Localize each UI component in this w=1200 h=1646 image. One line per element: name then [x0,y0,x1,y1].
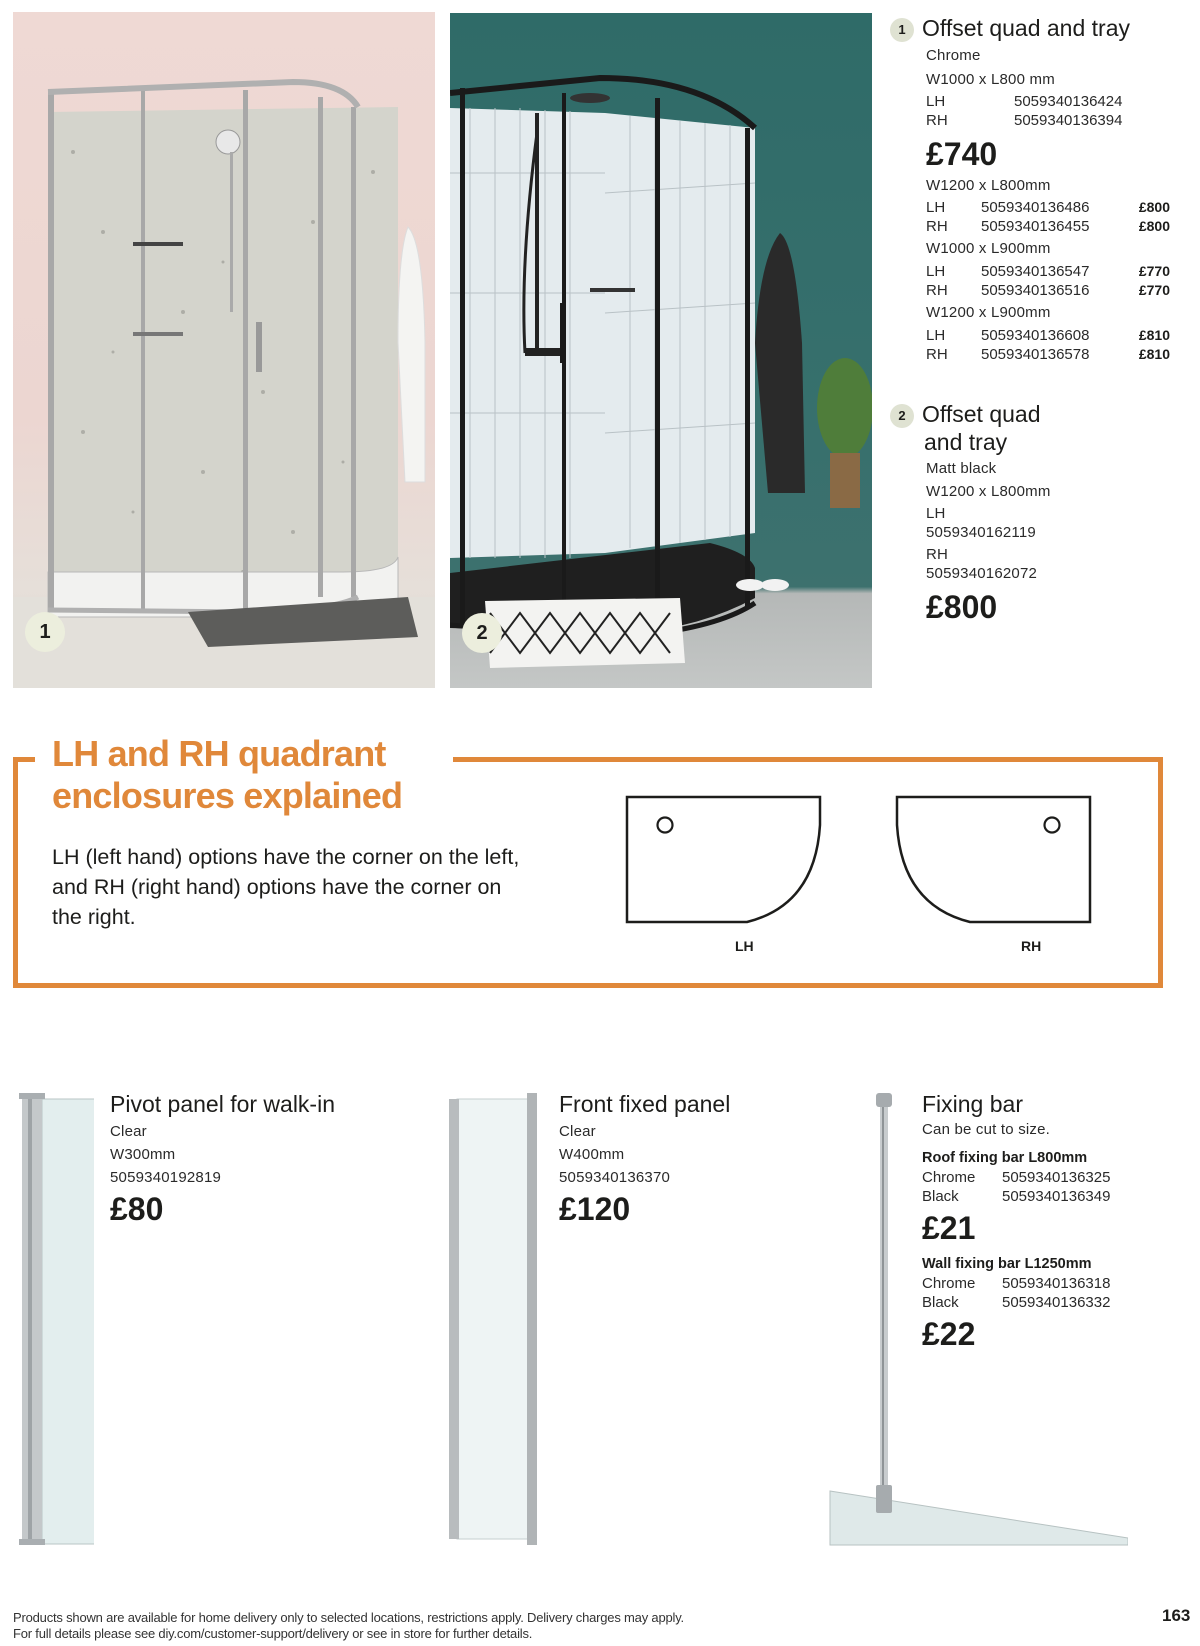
size-label: W1200 x L800mm [926,177,1051,194]
variant-row: Black 5059340136349 [922,1188,1111,1205]
variant-row: Chrome 5059340136318 [922,1275,1111,1292]
price: £120 [559,1191,631,1227]
variant-row: LH 5059340136608 £810 [926,327,1170,344]
product-number-badge: 1 [890,18,914,42]
delivery-disclaimer: Products shown are available for home delivery only to selected locations, restrictions apply. Delivery charges may apply. For full details please see diy.com/customer-support/delivery or see in store for further details. [13,1610,684,1641]
price: £21 [922,1210,976,1246]
price: £740 [926,136,998,172]
finish-label: Matt black [926,460,997,477]
roof-fixing-bar-subtitle: Roof fixing bar L800mm [922,1150,1088,1166]
product-photo-chrome-enclosure [13,12,435,688]
variant-row: LH 5059340136547 £770 [926,263,1170,280]
explained-heading: LH and RH quadrant enclosures explained [52,733,403,816]
variant-row: Chrome 5059340136325 [922,1169,1111,1186]
variant-row: LH 5059340136486 £800 [926,199,1170,216]
chrome-enclosure-illustration [13,12,435,688]
product-title: Front fixed panel [559,1091,731,1117]
product-photo-black-enclosure [450,13,872,688]
variant-row: Black 5059340136332 [922,1294,1111,1311]
explained-body: LH (left hand) options have the corner on the left, and RH (right hand) options have the corner on the right. [52,845,520,929]
product-offset-quad-chrome [890,14,1170,364]
box-border-left [13,757,18,988]
size-label: W1000 x L800 mm [926,71,1055,88]
lh-tray-diagram [625,795,825,925]
photo-badge-2: 2 [462,613,502,653]
box-border-bottom [13,983,1163,988]
product-title: 2 Offset quad [890,400,1150,428]
product-title: Pivot panel for walk-in [110,1091,335,1117]
price: £80 [110,1191,164,1227]
wall-fixing-bar-subtitle: Wall fixing bar L1250mm [922,1256,1092,1272]
variant-hand: LH [926,505,946,522]
product-front-fixed-panel: Front fixed panel Clear W400mm 5059340136370 £120 [559,1090,859,1229]
rh-diagram-label: RH [1021,938,1042,954]
front-fixed-panel-image [447,1091,537,1546]
variant-row: RH 5059340136394 [926,112,1123,129]
fixing-bar-note: Can be cut to size. [922,1121,1051,1138]
lh-diagram-label: LH [735,938,754,954]
product-offset-quad-black [890,400,1150,627]
variant-row: RH 5059340136578 £810 [926,346,1170,363]
variant-code: 5059340162072 [926,565,1038,582]
variant-row: RH 5059340136516 £770 [926,282,1170,299]
product-fixing-bar [922,1090,1182,1354]
rh-tray-diagram [892,795,1092,925]
finish-label: Chrome [926,47,981,64]
pivot-panel-image [14,1093,94,1548]
size-label: W1000 x L900mm [926,240,1051,257]
size-label: W1200 x L900mm [926,304,1051,321]
price: £800 [926,589,998,625]
variant-row: LH 5059340136424 [926,93,1123,110]
photo-badge-1: 1 [25,612,65,652]
size-label: W1200 x L800mm [926,483,1051,500]
product-number-badge: 2 [890,404,914,428]
product-pivot-panel: Pivot panel for walk-in Clear W300mm 5059340192819 £80 [110,1090,410,1229]
variant-code: 5059340162119 [926,524,1036,541]
product-title-line2: and tray [924,429,1008,455]
variant-row: RH 5059340136455 £800 [926,218,1170,235]
product-title: Fixing bar [922,1091,1023,1117]
variant-hand: RH [926,546,949,563]
box-border-right [1158,757,1163,988]
product-title: 1 Offset quad and tray [890,14,1170,42]
price: £22 [922,1316,976,1352]
black-enclosure-illustration [450,13,872,688]
page-number: 163 [1162,1606,1191,1625]
box-border-top-right [453,757,1163,762]
